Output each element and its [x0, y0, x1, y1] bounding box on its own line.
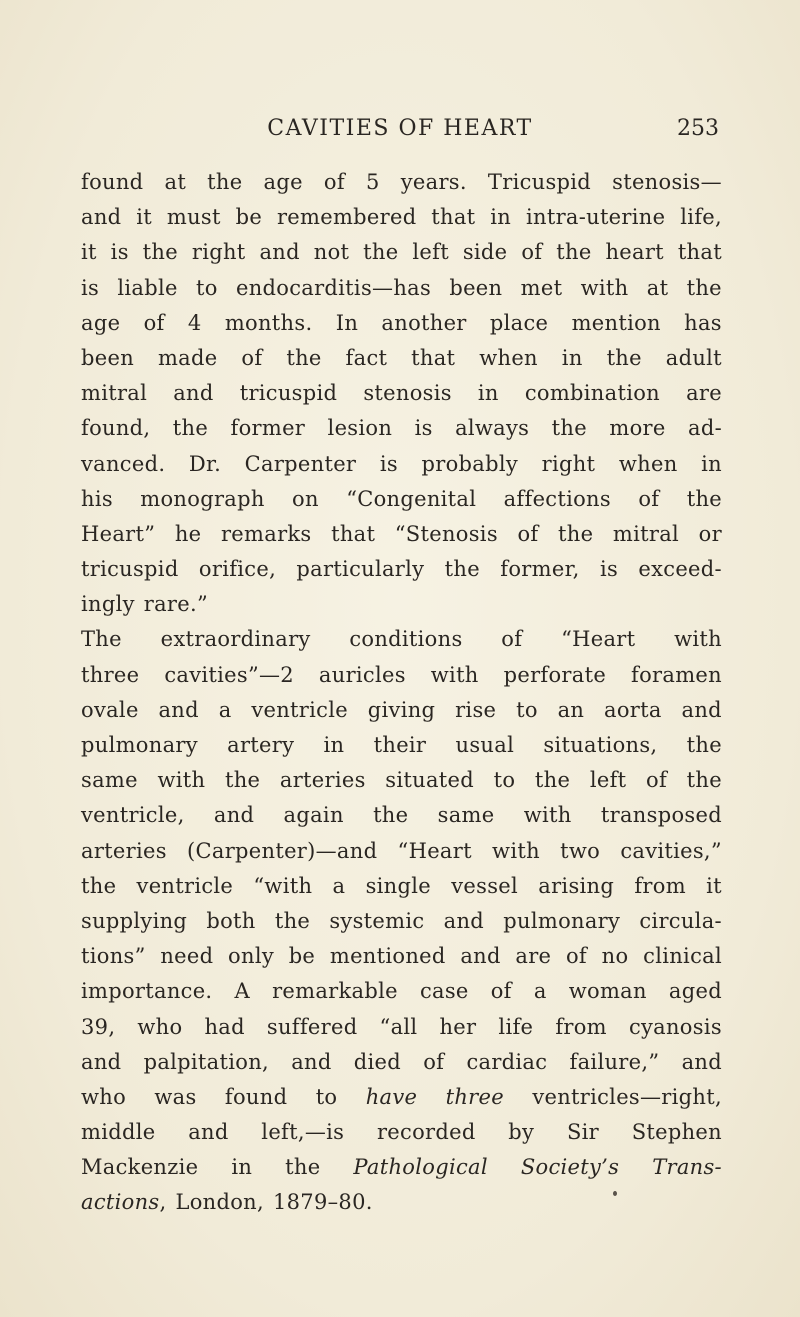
text-line: pulmonary artery in their usual situations, the [81, 733, 722, 757]
text-line: found, the former lesion is always the more ad- [81, 416, 722, 441]
text-line: and it must be remembered that in intra-uterine life, [81, 205, 722, 230]
text-line: three cavities”—2 auricles with perforate foramen [81, 662, 722, 687]
chapter-title: CAVITIES OF HEART [267, 116, 533, 141]
text-line: same with the arteries situated to the left of the [81, 768, 722, 793]
text-line: tricuspid orifice, particularly the former, is exceed- [81, 557, 722, 582]
text-line: ventricle, and again the same with transposed [81, 803, 722, 828]
page-number: 253 [677, 116, 719, 141]
text-line: tions” need only be mentioned and are of no clinical [81, 944, 722, 969]
text-line: middle and left,—is recorded by Sir Stephen [81, 1120, 722, 1145]
text-line: it is the right and not the left side of the heart that [81, 240, 722, 265]
ink-speck [613, 1191, 617, 1196]
text-line: mitral and tricuspid stenosis in combination are [81, 381, 722, 406]
text-line: ovale and a ventricle giving rise to an aorta and [81, 697, 722, 722]
body-text [81, 165, 722, 1221]
text-line: is liable to endocarditis—has been met with at the [81, 275, 722, 300]
text-line: supplying both the systemic and pulmonary circula- [81, 908, 722, 933]
text-line: found at the age of 5 years. Tricuspid stenosis— [81, 170, 722, 194]
text-line: arteries (Carpenter)—and “Heart with two cavities,” [81, 838, 722, 863]
text-line: Mackenzie in the Pathological Society’s Trans- [81, 1155, 722, 1180]
text-line: actions, London, 1879–80. [81, 1190, 373, 1215]
text-line: importance. A remarkable case of a woman aged [81, 979, 722, 1004]
text-line: age of 4 months. In another place mention has [81, 310, 722, 335]
text-line: and palpitation, and died of cardiac failure,” and [81, 1049, 722, 1074]
text-line: Heart” he remarks that “Stenosis of the mitral or [81, 521, 722, 546]
text-line: the ventricle “with a single vessel arising from it [81, 873, 722, 898]
text-line: vanced. Dr. Carpenter is probably right when in [81, 451, 722, 476]
text-line: been made of the fact that when in the adult [81, 345, 722, 370]
text-line: his monograph on “Congenital affections of the [81, 486, 722, 511]
text-line: who was found to have three ventricles—right, [81, 1084, 722, 1109]
text-line: The extraordinary conditions of “Heart with [81, 627, 722, 652]
text-line: 39, who had suffered “all her life from cyanosis [81, 1014, 722, 1039]
running-head [0, 116, 800, 146]
text-line: ingly rare.” [81, 592, 209, 617]
